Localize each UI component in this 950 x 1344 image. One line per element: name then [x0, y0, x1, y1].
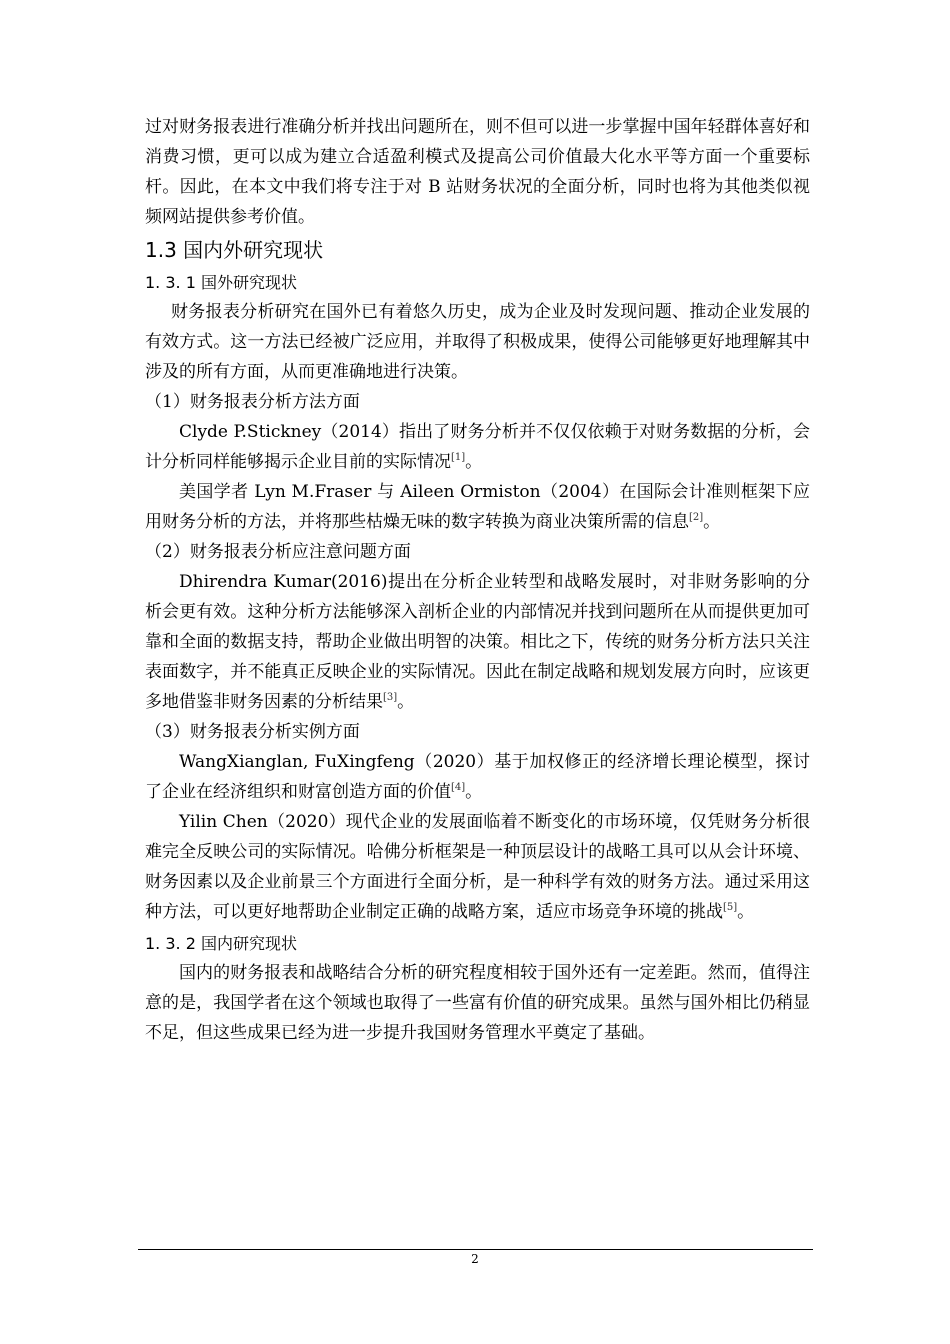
subsection-2-title: （2）财务报表分析应注意问题方面	[145, 542, 411, 562]
section-heading: 1.3 国内外研究现状	[145, 238, 324, 262]
fraser-paragraph	[145, 477, 810, 537]
paragraph-end: 。	[465, 782, 483, 802]
stickney-paragraph	[145, 417, 810, 477]
paragraph-text: Yilin Chen（2020）现代企业的发展面临着不断变化的市场环境，仅凭财务分析很难完全反映公司的实际情况。哈佛分析框架是一种顶层设计的战略工具可以从会计环境、财务因素以及企业前景三个方面进行全面分析，是一种科学有效的财务方法。通过采用这种方法，可以更好地帮助企业制定正确的战略方案，适应市场竞争环境的挑战	[145, 812, 810, 922]
domestic-research-heading: 1. 3. 2 国内研究现状	[145, 934, 297, 953]
paragraph-end: 。	[703, 512, 721, 532]
paragraph-end: 。	[465, 452, 483, 472]
paragraph-end: 。	[737, 902, 755, 922]
intro-paragraph: 过对财务报表进行准确分析并找出问题所在，则不但可以进一步掌握中国年轻群体喜好和消费习惯，更可以成为建立合适盈利模式及提高公司价值最大化水平等方面一个重要标杆。因此，在本文中我们将专注于对 B 站财务状况的全面分析，同时也将为其他类似视频网站提供参考价值。	[145, 117, 810, 227]
subsection-1-title: （1）财务报表分析方法方面	[145, 392, 360, 412]
document-page	[145, 112, 810, 1048]
citation-ref: [3]	[383, 692, 398, 703]
subsection-3-title: （3）财务报表分析实例方面	[145, 722, 360, 742]
foreign-overview-paragraph: 财务报表分析研究在国外已有着悠久历史，成为企业及时发现问题、推动企业发展的有效方式。这一方法已经被广泛应用，并取得了积极成果，使得公司能够更好地理解其中涉及的所有方面，从而更准确地进行决策。	[145, 302, 810, 382]
paragraph-text: Dhirendra Kumar(2016)提出在分析企业转型和战略发展时，对非财务影响的分析会更有效。这种分析方法能够深入剖析企业的内部情况并找到问题所在从而提供更加可靠和全面的数据支持，帮助企业做出明智的决策。相比之下，传统的财务分析方法只关注表面数字，并不能真正反映企业的实际情况。因此在制定战略和规划发展方向时，应该更多地借鉴非财务因素的分析结果	[145, 572, 810, 712]
kumar-paragraph	[145, 567, 810, 717]
page-number: 2	[471, 1252, 479, 1266]
foreign-research-heading: 1. 3. 1 国外研究现状	[145, 273, 297, 292]
citation-ref: [5]	[723, 902, 738, 913]
chen-paragraph	[145, 807, 810, 927]
paragraph-text: Clyde P.Stickney（2014）指出了财务分析并不仅仅依赖于对财务数据的分析，会计分析同样能够揭示企业目前的实际情况	[145, 422, 810, 472]
wang-paragraph	[145, 747, 810, 807]
citation-ref: [2]	[689, 512, 704, 523]
citation-ref: [1]	[451, 452, 466, 463]
citation-ref: [4]	[451, 782, 466, 793]
paragraph-text: WangXianglan, FuXingfeng（2020）基于加权修正的经济增长理论模型，探讨了企业在经济组织和财富创造方面的价值	[145, 752, 810, 802]
paragraph-text: 美国学者 Lyn M.Fraser 与 Aileen Ormiston（2004）在国际会计准则框架下应用财务分析的方法，并将那些枯燥无味的数字转换为商业决策所需的信息	[145, 482, 810, 532]
domestic-paragraph: 国内的财务报表和战略结合分析的研究程度相较于国外还有一定差距。然而，值得注意的是，我国学者在这个领域也取得了一些富有价值的研究成果。虽然与国外相比仍稍显不足，但这些成果已经为进一步提升我国财务管理水平奠定了基础。	[145, 963, 810, 1043]
footer-divider	[138, 1249, 813, 1250]
paragraph-end: 。	[397, 692, 415, 712]
